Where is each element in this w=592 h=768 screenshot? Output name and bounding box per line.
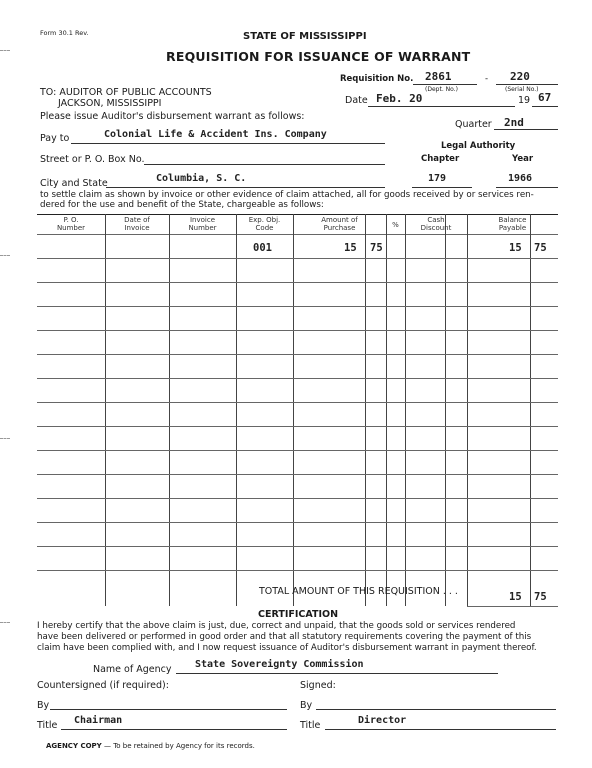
table-row-line: [37, 402, 558, 403]
instruction-text: Please issue Auditor's disbursement warrant as follows:: [40, 111, 305, 122]
legal-authority-heading: Legal Authority: [441, 141, 516, 151]
table-row-line: [37, 378, 558, 379]
col-header-date-of-invoice: Date of Invoice: [124, 216, 150, 232]
date-value: Feb. 20: [376, 92, 423, 105]
dept-number: 2861: [425, 70, 452, 83]
quarter-value: 2nd: [504, 116, 524, 129]
col-header-invoice-number: Invoice Number: [188, 216, 217, 232]
table-row-line: [37, 450, 558, 451]
row1-amount-cents: 75: [370, 242, 383, 254]
row1-balance-cents: 75: [534, 242, 547, 254]
date-label: Date: [345, 95, 368, 106]
table-row-line: [37, 354, 558, 355]
certification-line-2: have been delivered or performed in good order and that all statutory requirements covering the payment of this: [37, 632, 532, 642]
perforation-mark: [0, 622, 10, 623]
table-row-line: [37, 498, 558, 499]
table-row-line: [37, 258, 558, 259]
year-prefix: 19: [518, 95, 531, 106]
quarter-label: Quarter: [455, 119, 492, 130]
agency-label: Name of Agency: [93, 664, 172, 675]
street-label: Street or P. O. Box No.: [40, 154, 145, 165]
total-underline: [467, 606, 558, 607]
perforation-mark: [0, 255, 10, 256]
requisition-dash: -: [485, 74, 489, 84]
requisition-label: Requisition No.: [340, 74, 414, 84]
row1-balance-dollars: 15: [509, 242, 522, 254]
certification-heading: CERTIFICATION: [258, 609, 339, 620]
serial-caption: (Serial No.): [505, 86, 539, 93]
charges-table: [37, 214, 558, 606]
table-row-line: [37, 330, 558, 331]
col-header-amount-of-purchase: Amount of Purchase: [321, 216, 358, 232]
to-line-1: TO: AUDITOR OF PUBLIC ACCOUNTS: [40, 87, 212, 98]
right-title-value: Director: [358, 715, 407, 726]
footer-note: [46, 742, 255, 750]
row1-amount-dollars: 15: [344, 242, 357, 254]
city-label: City and State: [40, 178, 108, 189]
row1-exp-obj-code: 001: [253, 242, 272, 254]
left-title-value: Chairman: [74, 715, 123, 726]
countersigned-label: Countersigned (if required):: [37, 680, 169, 691]
city-value: Columbia, S. C.: [156, 173, 247, 184]
left-by-label: By: [37, 700, 50, 711]
table-row-line: [37, 522, 558, 523]
signed-label: Signed:: [300, 680, 336, 691]
right-title-label: Title: [300, 720, 321, 731]
table-row-line: [37, 306, 558, 307]
year-value: 67: [538, 91, 552, 104]
col-header-cash-discount: Cash Discount: [420, 216, 452, 232]
right-by-label: By: [300, 700, 313, 711]
dept-caption: (Dept. No.): [425, 86, 458, 93]
col-header-balance-payable: Balance Payable: [498, 216, 527, 232]
col-header-po-number: P. O. Number: [56, 216, 86, 232]
perforation-mark: [0, 50, 10, 51]
table-row-line: [37, 474, 558, 475]
certification-line-1: I hereby certify that the above claim is just, due, correct and unpaid, that the goods sold or services rendered: [37, 621, 516, 631]
chapter-value: 179: [428, 173, 447, 184]
table-row-line: [37, 426, 558, 427]
state-heading: STATE OF MISSISSIPPI: [243, 31, 367, 42]
form-title: REQUISITION FOR ISSUANCE OF WARRANT: [166, 49, 471, 64]
settle-text-2: dered for the use and benefit of the State, chargeable as follows:: [40, 200, 324, 210]
total-dollars: 15: [509, 591, 522, 603]
agency-copy-label: AGENCY COPY: [46, 742, 102, 750]
pay-to-value: Colonial Life & Accident Ins. Company: [104, 129, 327, 140]
certification-line-3: claim have been complied with, and I now request issuance of Auditor's disbursement warrant in payment thereof.: [37, 643, 537, 653]
table-row-line: [37, 570, 558, 571]
legal-year-value: 1966: [508, 173, 533, 184]
settle-text-1: to settle claim as shown by invoice or other evidence of claim attached, all for goods received by or services ren-: [40, 190, 534, 200]
pay-to-label: Pay to: [40, 133, 70, 144]
col-header-percent: %: [392, 221, 399, 229]
agency-copy-text: — To be retained by Agency for its records.: [103, 742, 255, 750]
table-row-line: [37, 282, 558, 283]
agency-value: State Sovereignty Commission: [195, 659, 364, 670]
form-number: Form 30.1 Rev.: [40, 29, 89, 37]
year-label: Year: [512, 154, 534, 164]
col-header-exp-obj-code: Exp. Obj. Code: [248, 216, 281, 232]
chapter-label: Chapter: [421, 154, 460, 164]
table-row-line: [37, 546, 558, 547]
total-cents: 75: [534, 591, 547, 603]
left-title-label: Title: [37, 720, 58, 731]
serial-number: 220: [510, 70, 530, 83]
perforation-mark: [0, 438, 10, 439]
total-label: TOTAL AMOUNT OF THIS REQUISITION . . .: [259, 586, 458, 597]
to-line-2: JACKSON, MISSISSIPPI: [58, 98, 162, 109]
